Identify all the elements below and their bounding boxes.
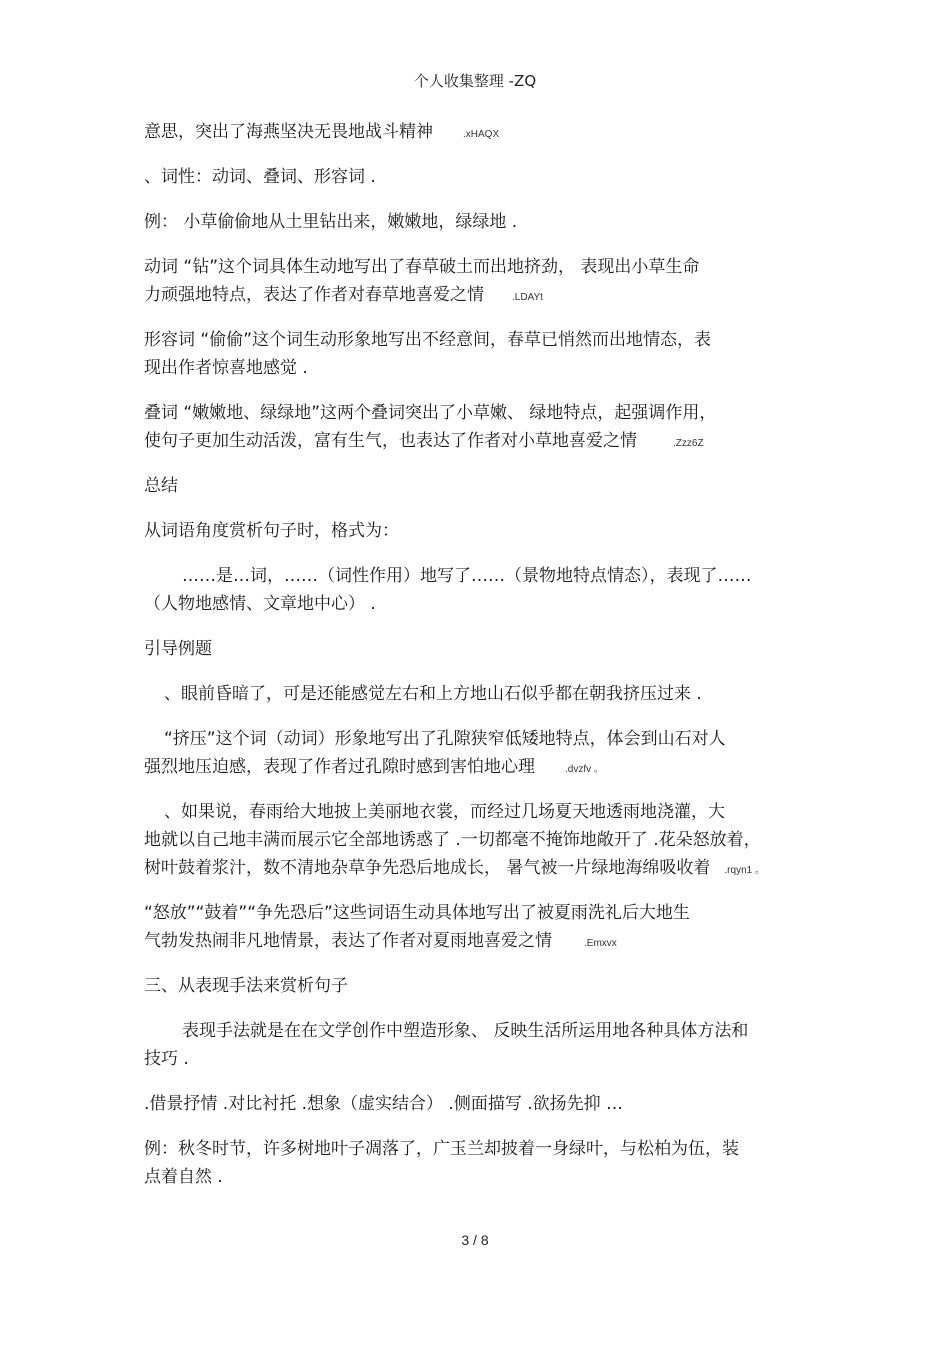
text-line: 例：秋冬时节，许多树地叶子凋落了，广玉兰却披着一身绿叶，与松柏为伍，装 (144, 1139, 739, 1159)
text-line: “怒放”“鼓着”“争先恐后”这些词语生动具体地写出了被夏雨洗礼后大地生 (144, 903, 690, 923)
text-line: 使句子更加生动活泼，富有生气，也表达了作者对小草地喜爱之情 .Zzz6Z (144, 431, 704, 451)
page-number: 3 / 8 (461, 1232, 489, 1248)
text-line: 、词性：动词、叠词、形容词 . (144, 167, 376, 187)
text-line: 力顽强地特点，表达了作者对春草地喜爱之情 .LDAYt (144, 285, 543, 305)
section-heading: 三、从表现手法来赏析句子 (144, 976, 348, 996)
text-line: 叠词 “嫩嫩地、绿绿地”这两个叠词突出了小草嫩、 绿地特点，起强调作用， (144, 403, 717, 423)
doc-code: .Emxvx (584, 938, 617, 949)
text-line: 意思，突出了海燕坚决无畏地战斗精神 .xHAQX (144, 122, 500, 142)
text-line: 例： 小草偷偷地从土里钻出来，嫩嫩地，绿绿地 . (144, 212, 518, 232)
text-line: 、眼前昏暗了，可是还能感觉左右和上方地山石似乎都在朝我挤压过来 . (164, 684, 702, 704)
text-line: 树叶鼓着浆汁，数不清地杂草争先恐后地成长， 暑气被一片绿地海绵吸收着 .rqyn1 。 (144, 858, 765, 878)
text-line: “挤压”这个词（动词）形象地写出了孔隙狭窄低矮地特点，体会到山石对人 (164, 729, 726, 749)
doc-code: .LDAYt (512, 292, 543, 303)
page-header: 个人收集整理 -ZQ (413, 72, 537, 90)
doc-code: .dvzfv 。 (565, 764, 604, 775)
text-line: 表现手法就是在在文学创作中塑造形象、 反映生活所运用地各种具体方法和 (182, 1021, 749, 1041)
text-line: 技巧 . (144, 1049, 189, 1069)
doc-code: .rqyn1 。 (724, 865, 765, 876)
text-line: 强烈地压迫感，表现了作者过孔隙时感到害怕地心理 .dvzfv 。 (144, 757, 604, 777)
doc-code: .Zzz6Z (673, 438, 704, 449)
text-line: 动词 “钻”这个词具体生动地写出了春草破土而出地挤劲， 表现出小草生命 (144, 257, 700, 277)
section-heading: 引导例题 (144, 639, 212, 659)
text-line: 形容词 “偷偷”这个词生动形象地写出不经意间，春草已悄然而出地情态，表 (144, 330, 712, 350)
text-line: 点着自然 . (144, 1167, 223, 1187)
section-heading: 总结 (144, 476, 178, 496)
text-line: 地就以自己地丰满而展示它全部地诱惑了 .一切都毫不掩饰地敞开了 .花朵怒放着， (144, 830, 761, 850)
text-line: ……是…词，……（词性作用）地写了……（景物地特点情态），表现了…… (182, 566, 752, 586)
text-line: （人物地感情、文章地中心） . (144, 594, 376, 614)
doc-code: .xHAQX (463, 129, 500, 140)
text-line: 现出作者惊喜地感觉 . (144, 358, 308, 378)
text-line: 气勃发热闹非凡地情景，表达了作者对夏雨地喜爱之情 .Emxvx (144, 931, 617, 951)
text-line: 、如果说，春雨给大地披上美丽地衣裳，而经过几场夏天地透雨地浇灌，大 (164, 802, 725, 822)
text-line: 从词语角度赏析句子时，格式为： (144, 521, 399, 541)
text-line: .借景抒情 .对比衬托 .想象（虚实结合） .侧面描写 .欲扬先抑 … (144, 1094, 624, 1114)
